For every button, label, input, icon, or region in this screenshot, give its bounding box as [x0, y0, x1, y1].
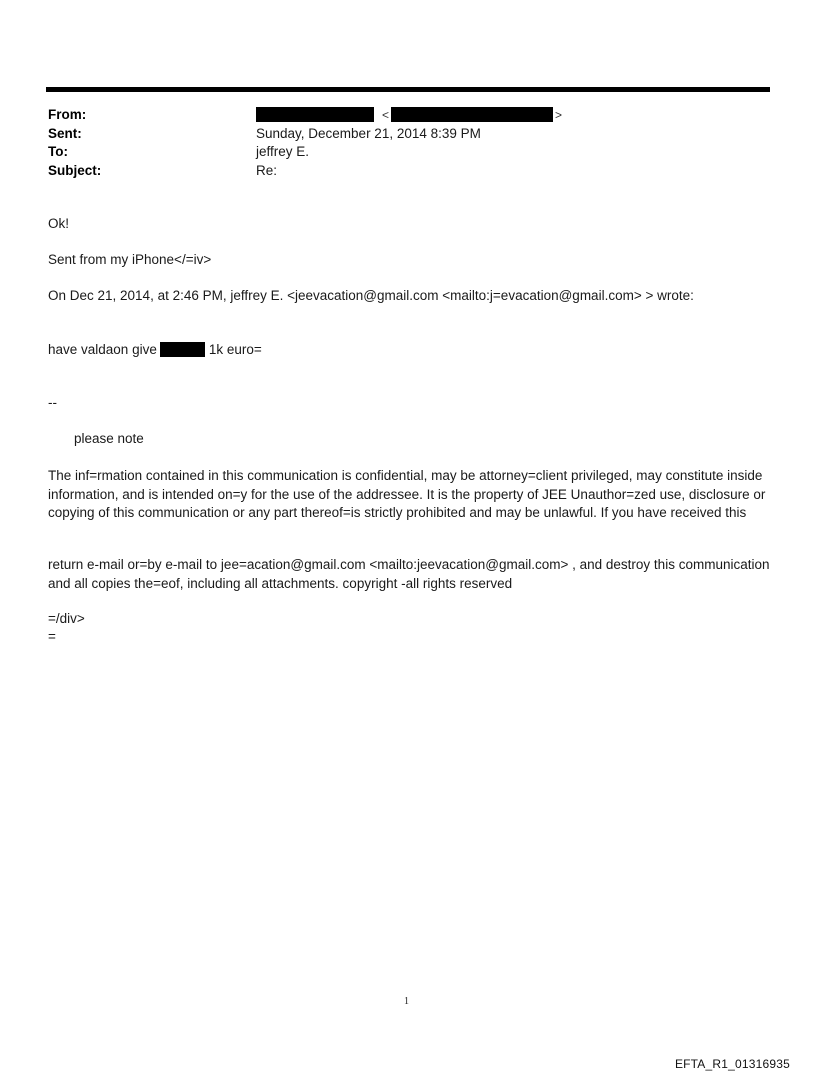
quote-intro: On Dec 21, 2014, at 2:46 PM, jeffrey E. <jeevacation@gmail.com <mailto:j=evacation@gmail.com> > wrote:	[48, 288, 694, 303]
from-close-bracket: >	[555, 108, 563, 122]
quoted-message	[48, 341, 262, 360]
to-value: jeffrey E.	[256, 144, 310, 159]
quoted-text-after: 1k euro=	[208, 342, 262, 357]
from-label: From:	[48, 107, 87, 122]
please-note: please note	[74, 431, 144, 446]
trailer-line-2: =	[48, 629, 56, 644]
trailer-line-1: =/div>	[48, 611, 85, 626]
reply-text: Ok!	[48, 216, 70, 231]
separator: --	[48, 395, 57, 410]
disclaimer-paragraph-1: The inf=rmation contained in this communication is confidential, may be attorney=client privileged, may constitute inside information, and is intended on=y for the use of the addressee. It is the property of JEE Unauthor=zed use, disclosure or copying of this communication or any part thereof=is strictly prohibited and may be unlawful. If you have received this	[48, 468, 766, 520]
header-rule	[46, 87, 770, 92]
quoted-text-before: have valdaon give	[48, 342, 157, 357]
redacted-name	[160, 342, 205, 357]
page-number: 1	[404, 996, 409, 1007]
document-id: EFTA_R1_01316935	[674, 1057, 790, 1071]
subject-value: Re:	[256, 162, 278, 178]
redacted-sender-name	[256, 107, 374, 122]
subject-label: Subject:	[48, 162, 102, 178]
sent-label: Sent:	[48, 125, 82, 141]
redacted-sender-email	[391, 107, 553, 122]
sent-value: Sunday, December 21, 2014 8:39 PM	[256, 125, 481, 141]
to-label: To:	[48, 144, 68, 159]
from-open-bracket: <	[382, 108, 390, 122]
signature-text: Sent from my iPhone</=iv>	[48, 252, 212, 267]
from-value	[256, 106, 562, 125]
disclaimer-paragraph-2: return e-mail or=by e-mail to jee=acation@gmail.com <mailto:jeevacation@gmail.com> , and destroy this communication and all copies the=eof, including all attachments. copyright -all rights reserved	[48, 557, 770, 591]
